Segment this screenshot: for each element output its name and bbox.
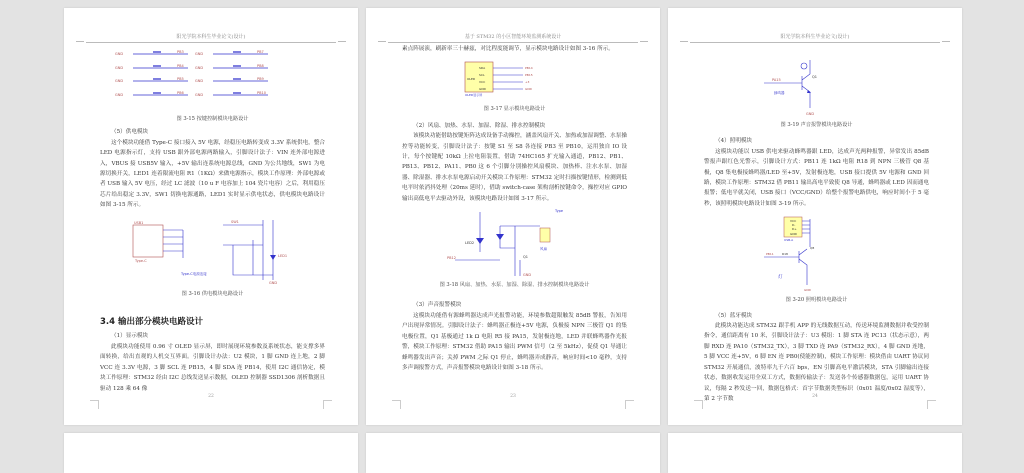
page-header: 阳光学院本科生毕业论文(设计): [690, 34, 940, 43]
transistor-label: Q1: [812, 75, 817, 79]
section-heading: （5）供电模块: [111, 129, 149, 136]
chip-label: OLED: [466, 77, 475, 82]
title-label: Type: [554, 209, 563, 214]
figure-lighting-schematic: [754, 213, 874, 293]
pin-label: SCL: [478, 73, 485, 78]
corner-mark: [694, 400, 703, 409]
section-heading: （2）风扇、加热、水泵、加湿、除湿、排水控制模块: [413, 122, 546, 129]
pin-label: D+: [792, 227, 797, 232]
pin-label: D-: [792, 223, 796, 228]
figure-buzzer-schematic: [754, 48, 874, 118]
pin-label: PB8: [256, 64, 264, 68]
pin-label: PB3: [176, 50, 184, 54]
note-label: Type-C电源连接: [180, 271, 207, 276]
net-label: PA15: [772, 78, 781, 82]
transistor-label: Q8: [810, 246, 815, 251]
figure-caption: 图 3-15 按键控制模块电路设计: [176, 116, 249, 122]
gnd-label: GND: [806, 112, 815, 116]
page-header: 基于 STM32 的小区智能环境监测系统设计: [388, 34, 638, 43]
lamp-label: 灯: [778, 275, 783, 281]
figure-caption: 图 3-20 照明模块电路设计: [785, 297, 848, 304]
gnd-label: GND: [194, 79, 203, 83]
figure-caption: 图 3-18 风扇、加热、水泵、加湿、除湿、排水控制模块电路设计: [439, 282, 590, 289]
net-label: PB14: [524, 66, 533, 71]
gnd-label: GND: [268, 280, 277, 285]
page-number: 23: [510, 394, 516, 399]
next-page-left: [64, 433, 358, 473]
page-number: 22: [208, 394, 214, 399]
paragraph: 这模块功能以 USB 供电来驱动蜂鸣器跟 LED，达成声光两种报警，异常发出 85dB 警报声跟红色光警示，引脚设计方式：PB11 连 1kΩ 电阻 R18 到 NPN 三极管 Q8 基极，Q8 集电极接蜂鸣器/LED 至+5V，发射极连地，USB 接口提供 5V 电源和 GND 回路，模块工作原理：STM32 借 PB11 输出高电平致使 Q8 导通，蜂鸣器或 LED 因而通电报警；低电平就关闭，USB 接口（VCC/GND）给整个报警电路供电，响应时间小于 5 毫秒，该照明模块电路设计如图 3-19 所示。: [704, 148, 929, 207]
switch-label: SW1: [230, 219, 239, 224]
corner-mark: [90, 400, 99, 409]
pin-label: PB9: [256, 77, 264, 81]
transistor-label: Q1: [522, 255, 528, 260]
next-page-right: [668, 433, 962, 473]
net-label: GND: [524, 87, 532, 92]
pin-label: GND: [478, 87, 486, 92]
gnd-label: GND: [194, 93, 203, 97]
net-label: PB12: [446, 256, 456, 261]
resistor-label: R18: [782, 252, 788, 257]
pin-label: PB5: [176, 77, 184, 81]
gnd-label: GND: [194, 66, 203, 70]
corner-mark: [392, 400, 401, 409]
page-header: 阳光学院本科生毕业论文(设计): [86, 34, 336, 43]
buzzer-label: 蜂鸣器: [774, 91, 785, 95]
pin-label: PB4: [176, 64, 184, 68]
usb-label: USB-A: [784, 238, 794, 243]
figure-caption: 图 3-16 供电模块电路设计: [181, 290, 244, 297]
page-24: [668, 8, 962, 425]
gnd-label: GND: [194, 52, 203, 56]
pin-label: PB7: [256, 50, 264, 54]
fan-label: 风扇: [539, 247, 547, 252]
paragraph: 这个模块功能借 Type-C 接口接入 5V 电源，经稳压电路转变成 3.3V 系统供电，整合 LED 电源指示灯，支持 USB 跟外部电源两路输入，引脚设计法子：VIN 连外部电源进入，VBUS 接 USB5V 输入，+5V 输出连系统电源总线，GND 为公共地线，SW1 为电源切换开关，LED1 连着限流电阻 R1（1KΩ）来做电源指示，模块工作原理：外部电源或者 USB 输入 5V 电压，经过 LC 滤波（10 u F 电容加上 104 瓷片电容）之后，利用稳压芯片给出稳定 3.3V，SW1 切换电源通路，LED1 实时显示供电状态，供电模块电路设计如图 3-15 所示。: [100, 139, 325, 209]
pin-label: VCC: [790, 219, 797, 224]
paragraph: 这模块功能借有源蜂鸣器达成声光报警功能，环境参数超限触发 85dB 警报，告知用户出现异常情况。引脚设计法子：蜂鸣器正极连+5V 电源，负极接 NPN 三极管 Q1 的集电极位置，Q1 基极通过 1k Ω 电阻 R5 接 PA15，发射极连地，LED 并联蜂鸣器作光报警，模块工作原理：STM32 借助 PA15 输出 PWM 信号（2 至 5kHz），促使 Q1 导通让蜂鸣器发出声音；关掉 PWM 之际 Q1 停止，蜂鸣器弄成静音，响应时间<10 毫秒，支持多声调报警方式，声音报警模块电路设计如图 3-18 所示。: [402, 312, 627, 371]
page-22: [64, 8, 358, 425]
figure-power-schematic: [113, 215, 313, 285]
page-number: 24: [812, 394, 818, 399]
led-label: LED2: [464, 241, 474, 246]
section-heading: （1）显示模块: [111, 333, 149, 340]
section-heading: （4）照明模块: [715, 138, 753, 145]
section-heading: （3）声音报警模块: [413, 302, 462, 309]
gnd-label: GND: [114, 79, 123, 83]
led-label: LED1: [277, 253, 287, 258]
pin-label: PB10: [256, 91, 266, 95]
section-heading: （5）蓝牙模块: [715, 312, 753, 319]
figure-fan-control-schematic: [445, 206, 585, 278]
net-label: PB15: [524, 73, 533, 78]
paragraph: 此模块功能使用 0.96 寸 OLED 显示屏，即时展现环境参数及系统状态，能支撑多界面转换，给出直观的人机交互界面。引脚设计办法：U2 模块，1 脚 GND 连上地，2 脚 VCC 连 3.3V 电源，3 脚 SCL 连 PB15，4 脚 SDA 连 PB14，使用 I2C 通信协定，模块工作原理：STM32 经由 I2C 总线发送显示数据，OLED 控制器 SSD1306 剖析数据且驱动 128 乘 64 像: [100, 343, 325, 392]
corner-mark: [625, 400, 634, 409]
corner-mark: [323, 400, 332, 409]
gnd-label: GND: [804, 288, 811, 293]
paragraph: 该模块功能借助按键矩阵达成设备手动操控，涵盖风扇开关、加热或加湿调整、水泵操控等功能转变，引脚设计法子：按键 S1 至 S8 各连接 PB3 至 PB10，运用独自 IO 设计，每个按键配 10kΩ 上拉电阻装置，借助 74HC165 扩充输入通道，PB12、PB1、PB13、PB12、PA11、PB0 这 6 个引脚分别操控风扇模块、加热棒、注水水泵、加湿器、除湿器、排水水泵电源启动开关模块工作原理：STM32 定时扫描按键情形，检测到低电平时依消抖处理（20ms 延时），借助 switch-case 架构剖析按键命令，操控对应 GPIO 输出高低电平去驱动外设，该模块电路设计如图 3-17 所示。: [402, 133, 627, 202]
part-label: OLED显示屏: [464, 93, 482, 98]
pin-label: VCC: [478, 80, 485, 85]
gnd-label: GND: [114, 93, 123, 97]
figure-oled-schematic: [455, 58, 575, 98]
figure-caption: 图 3-17 显示模块电路设计: [483, 106, 546, 113]
pin-label: GND: [790, 232, 797, 237]
gnd-label: GND: [114, 66, 123, 70]
corner-mark: [927, 400, 936, 409]
gnd-label: GND: [522, 273, 531, 278]
net-label: PB11: [766, 252, 774, 257]
typec-label: Type-C: [134, 258, 147, 263]
gnd-label: GND: [114, 52, 123, 56]
usb-label: USB1: [133, 220, 143, 225]
page-23: [366, 8, 660, 425]
net-label: +3: [524, 80, 529, 85]
paragraph: 素点阵展演，刷新率三十赫兹，对比程度能调节，显示模块电路设计如图 3-16 所示。: [402, 46, 614, 52]
paragraph: 此模块功能达成 STM32 跟手机 APP 的无线数据互动，传送环境监测数据并收受控制指令，通信距离有 10 米，引脚设计法子：U3 模组：1 脚 STA 连 PC13（状态示意），两脚 RXD 连 PA10（STM32_TX），3 脚 TXD 连 PA9（STM32_RX），4 脚 GND 连地，5 脚 VCC 连+5V，6 脚 EN 连 PB0(使能控制)，模块工作原理：模块借由 UART 协议同 STM32 开展通信，波特率九千六百 bps，EN 引脚高电平激活模块，STA 引脚输出连接状态，数据收发运用全双工方式，数据传输法子：发送各个传感器数据包，运用 UART 协议，每隔 2 秒发送一回，数据包格式：首字节数据类型标识（0x01 温度/0x02 湿度等），第 2 字节数: [704, 323, 929, 402]
pin-label: SDA: [478, 66, 485, 71]
section-title: 3.4 输出部分模块电路设计: [100, 317, 204, 328]
figure-caption: 图 3-19 声音报警模块电路设计: [780, 122, 853, 128]
pin-label: PB6: [176, 91, 184, 95]
next-page-middle: [366, 433, 660, 473]
figure-keypad-schematic: [113, 48, 313, 108]
